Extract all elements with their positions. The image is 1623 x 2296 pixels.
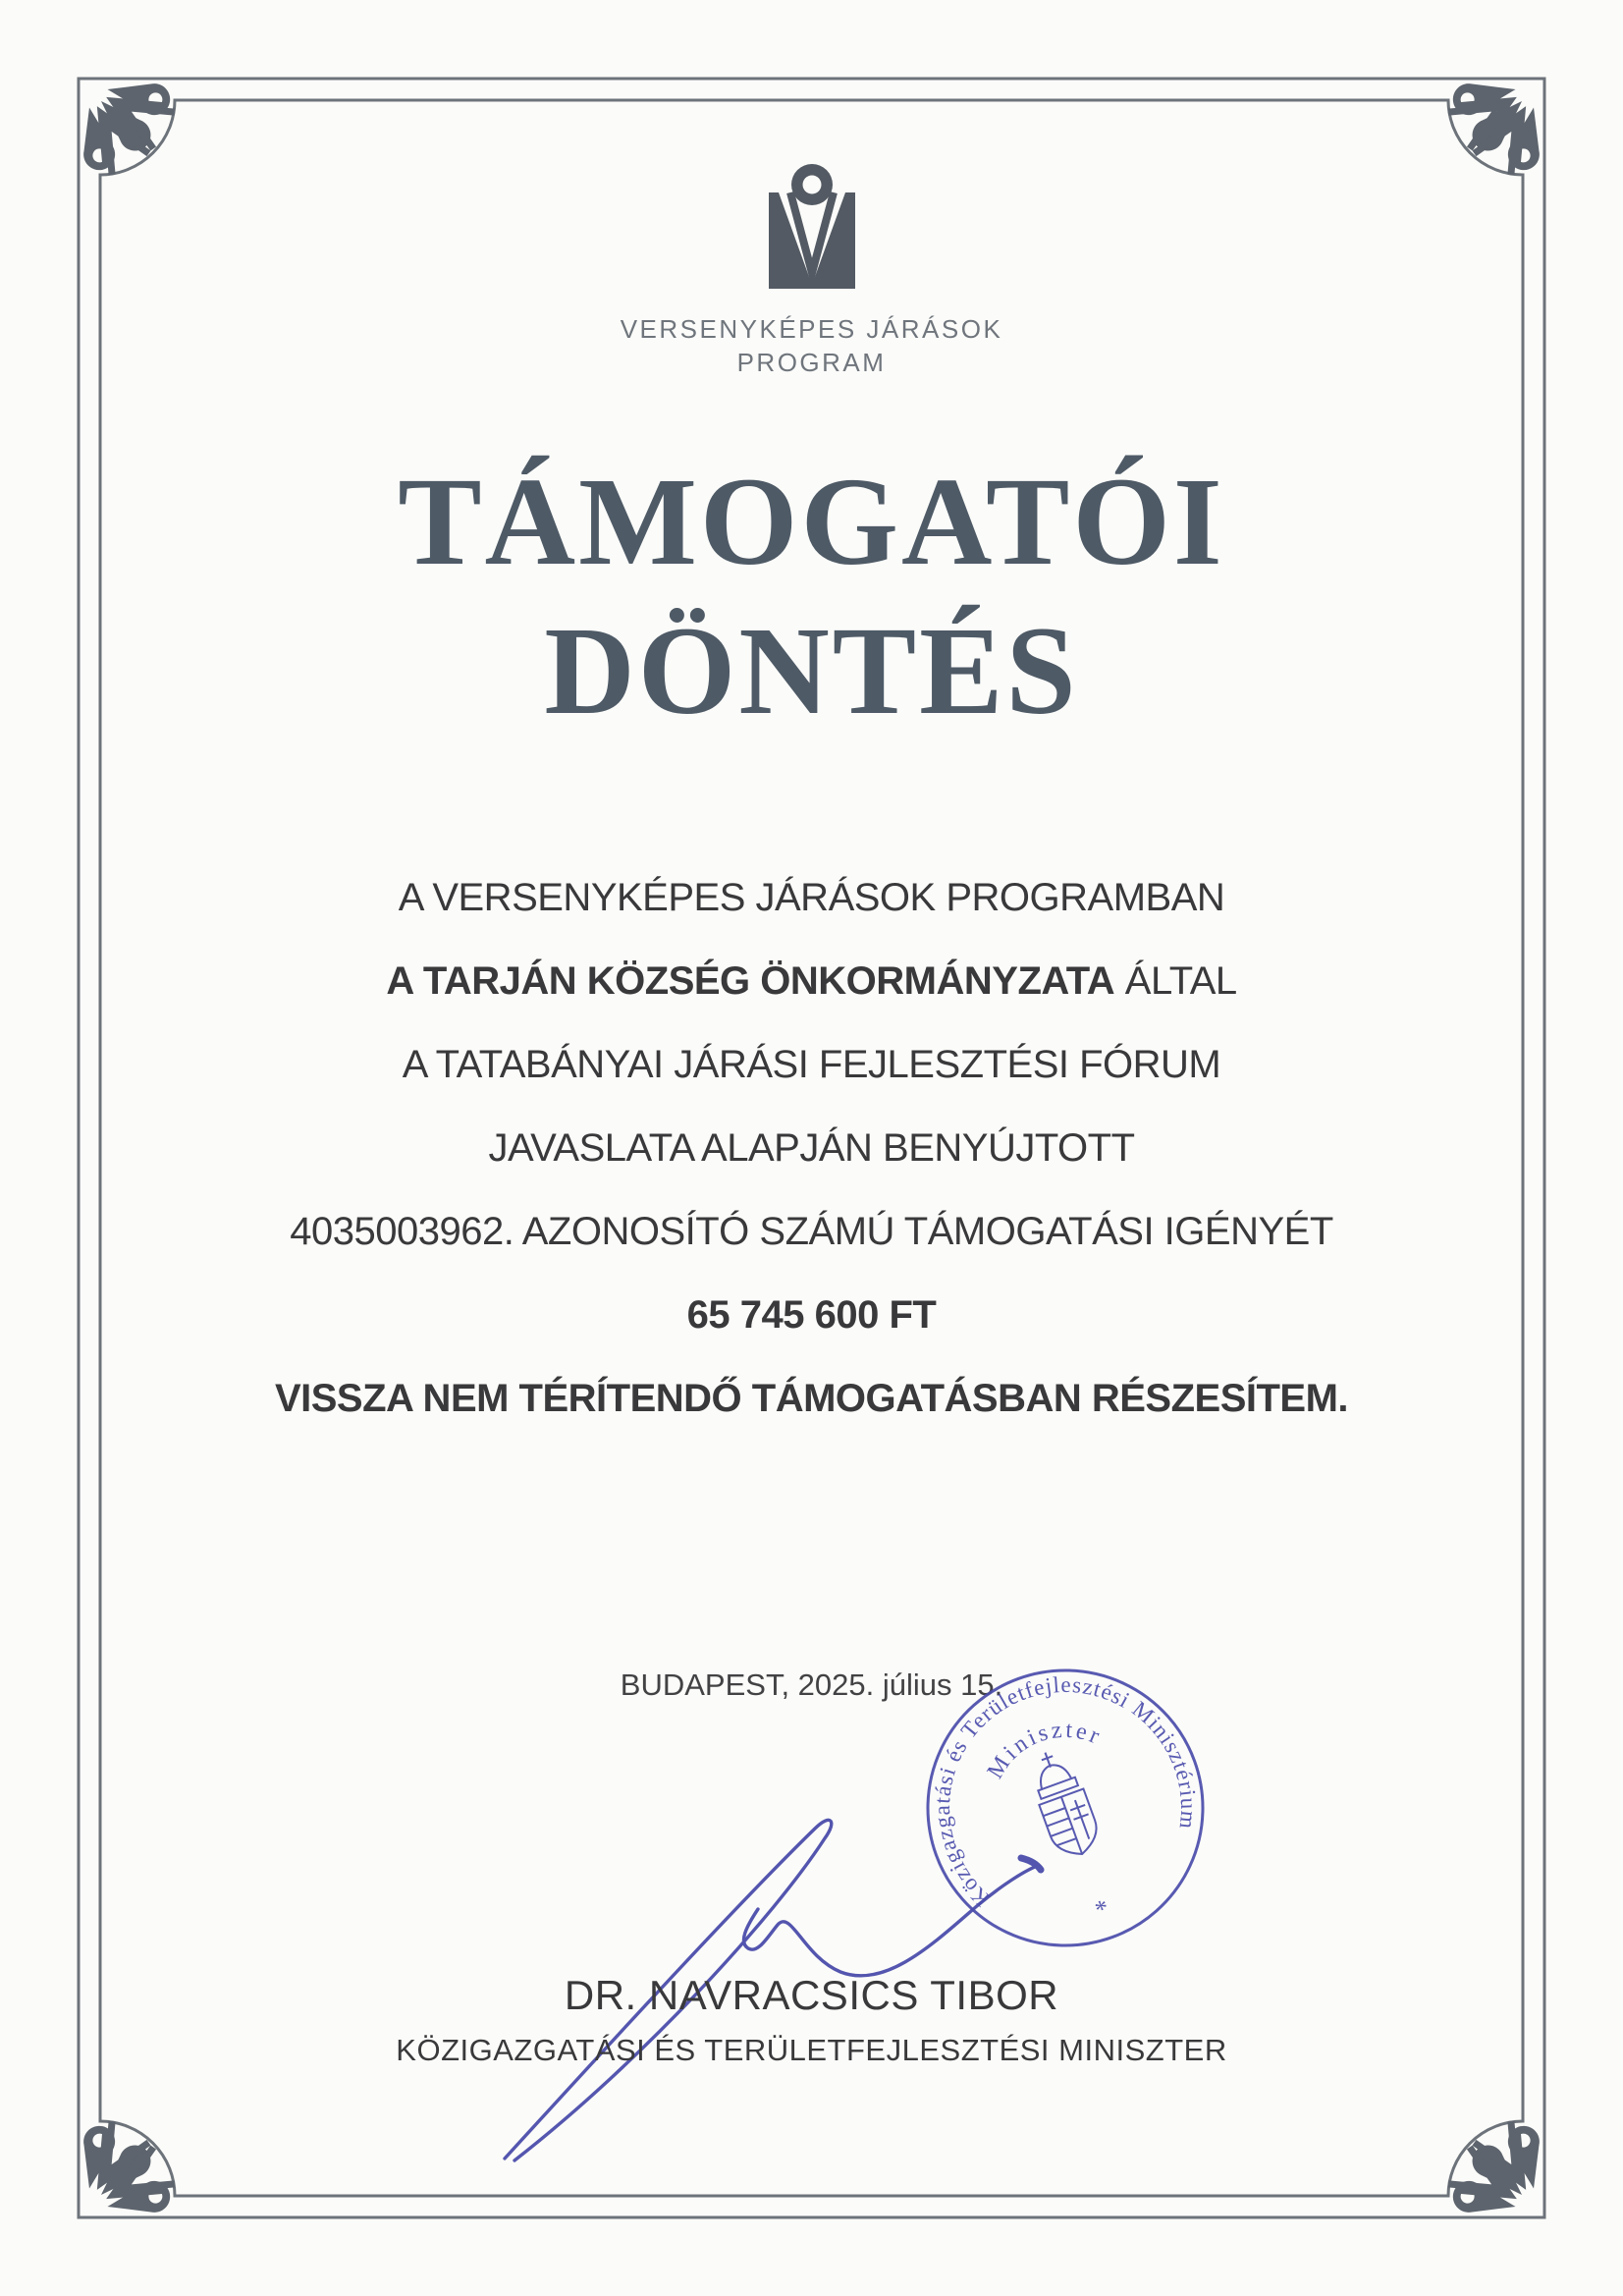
body-line: A VERSENYKÉPES JÁRÁSOK PROGRAMBAN [398,876,1225,919]
signer-block [0,1972,1623,2068]
grant-amount: 65 745 600 FT [686,1293,937,1337]
program-name-line1: VERSENYKÉPES JÁRÁSOK [620,314,1003,344]
body-line: JAVASLATA ALAPJÁN BENYÚJTOTT [488,1126,1135,1170]
body-line-tail: ÁLTAL [1114,959,1237,1003]
title-line1: TÁMOGATÓI [398,452,1225,591]
program-logo-pin-icon [763,157,861,295]
signer-title: KÖZIGAZGATÁSI ÉS TERÜLETFEJLESZTÉSI MINISZTER [396,2033,1227,2067]
application-id-line: 4035003962. AZONOSÍTÓ SZÁMÚ TÁMOGATÁSI IGÉNYÉT [290,1210,1333,1253]
program-header [0,157,1623,379]
title-line2: DÖNTÉS [544,601,1079,740]
body-line [0,940,1623,1023]
decision-statement: VISSZA NEM TÉRÍTENDŐ TÁMOGATÁSBAN RÉSZESÍTEM. [274,1377,1349,1420]
decision-body [0,856,1623,1441]
coat-of-arms-icon [1023,1744,1105,1862]
ministry-seal-stamp-icon [915,1658,1216,1958]
stamp-ring-text: Közigazgatási és Területfejlesztési Minisztérium [929,1671,1202,1912]
program-name-line2: PROGRAM [736,348,887,377]
svg-text:Közigazgatási és Területfejles [915,1658,1216,1918]
date-line: BUDAPEST, 2025. július 15. [620,1667,1003,1702]
stamp-bottom-mark: * [1091,1893,1113,1925]
document-title [0,447,1623,745]
applicant-name: A TARJÁN KÖZSÉG ÖNKORMÁNYZATA [386,959,1115,1003]
signer-name: DR. NAVRACSICS TIBOR [564,1972,1059,2018]
body-line: A TATABÁNYAI JÁRÁSI FEJLESZTÉSI FÓRUM [402,1043,1221,1086]
stamp-inner-text: Miniszter [982,1717,1107,1783]
